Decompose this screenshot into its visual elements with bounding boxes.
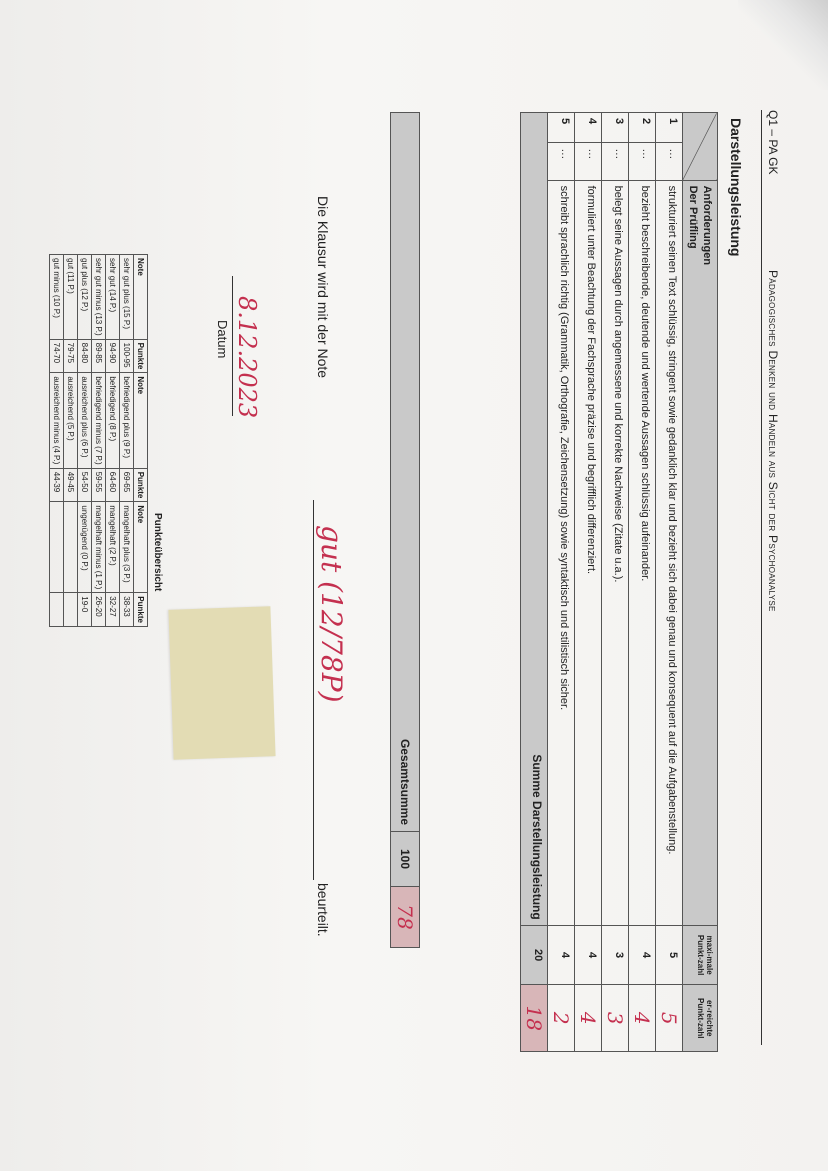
date-line <box>232 276 233 416</box>
grade-cell: 64-60 <box>106 468 120 502</box>
sum-achieved: 18 <box>521 985 548 1052</box>
grade-cell: gut (11 P.) <box>64 255 78 340</box>
total-max: 100 <box>391 832 420 887</box>
header-requirements-cell <box>683 180 718 925</box>
row-text: belegt seine Aussagen durch angemessene und korrekte Nachweise (Zitate u.a.). <box>602 180 629 925</box>
grade-cell: mangelhaft minus (1 P.) <box>92 502 106 593</box>
header-diagonal-cell <box>683 113 718 181</box>
grade-cell: mangelhaft (2 P.) <box>106 502 120 593</box>
header-achieved-points: er-reichte Punkt-zahl <box>683 985 718 1052</box>
table-row <box>548 113 575 1052</box>
grade-cell: 19-0 <box>78 593 92 627</box>
header-requirements: Anforderungen <box>701 185 713 266</box>
header-candidate: Der Prüfling <box>687 185 699 249</box>
judgment-suffix: beurteilt. <box>315 883 331 937</box>
grade-cell: ausreichend plus (6 P.) <box>78 373 92 468</box>
grade-cell: sehr gut (14 P.) <box>106 255 120 340</box>
grade-cell: befriedigend plus (9 P.) <box>120 373 134 468</box>
date-handwritten: 8.12.2023 <box>233 296 261 419</box>
row-achieved-points: 2 <box>548 985 575 1052</box>
page-header <box>761 110 780 1045</box>
row-dots: … <box>548 143 575 180</box>
grade-cell: 79-75 <box>64 339 78 373</box>
grade-header: Punkte <box>134 593 148 627</box>
sum-max: 20 <box>521 925 548 985</box>
sum-label: Summe Darstellungsleistung <box>521 113 548 926</box>
grade-cell: 38-33 <box>120 593 134 627</box>
grade-cell: ausreichend minus (4 P.) <box>50 373 64 468</box>
grade-cell: sehr gut minus (13 P.) <box>92 255 106 340</box>
grade-header: Punkte <box>134 339 148 373</box>
header-max-points: maxi-male Punkt-zahl <box>683 925 718 985</box>
grade-line <box>313 500 314 880</box>
grade-row <box>78 255 92 627</box>
grade-row <box>120 255 134 627</box>
total-table <box>390 112 420 948</box>
row-text: strukturiert seinen Text schlüssig, stringent sowie gedanklich klar und bezieht sich dabei genau und konsequent auf die Aufgabenstellung. <box>656 180 683 925</box>
row-achieved-points: 4 <box>575 985 602 1052</box>
date-label: Datum <box>215 320 230 359</box>
row-max-points: 4 <box>575 925 602 985</box>
judgment-prefix: Die Klausur wird mit der Note <box>315 196 331 379</box>
grade-cell: 54-50 <box>78 468 92 502</box>
grade-cell: 84-80 <box>78 339 92 373</box>
row-max-points: 3 <box>602 925 629 985</box>
row-dots: … <box>575 143 602 180</box>
grade-cell: ungenügend (0 P.) <box>78 502 92 593</box>
grade-cell: 100-95 <box>120 339 134 373</box>
grade-cell: befriedigend minus (7 P.) <box>92 373 106 468</box>
grade-cell <box>64 502 78 593</box>
grade-cell: 69-65 <box>120 468 134 502</box>
grade-header: Punkte <box>134 468 148 502</box>
grade-cell: 26-20 <box>92 593 106 627</box>
table-row <box>575 113 602 1052</box>
grade-cell: 94-90 <box>106 339 120 373</box>
grade-header: Note <box>134 255 148 340</box>
grade-cell: 89-85 <box>92 339 106 373</box>
section-title: Darstellungsleistung <box>728 118 744 257</box>
grade-row <box>50 255 64 627</box>
overview-title: Punkteübersicht <box>152 513 163 592</box>
grade-overview-table <box>49 254 148 627</box>
table-row <box>629 113 656 1052</box>
grade-handwritten: gut (12/78P) <box>315 525 348 703</box>
grade-cell: 59-55 <box>92 468 106 502</box>
grade-cell: 44-39 <box>50 468 64 502</box>
grade-cell: ausreichend (5 P.) <box>64 373 78 468</box>
sticky-note <box>168 606 275 759</box>
grade-row <box>106 255 120 627</box>
row-text: formuliert unter Beachtung der Fachsprache präzise und begrifflich differenziert. <box>575 180 602 925</box>
row-number: 1 <box>656 113 683 143</box>
row-dots: … <box>656 143 683 180</box>
grade-cell: mangelhaft plus (3 P.) <box>120 502 134 593</box>
total-row <box>391 113 420 948</box>
sum-row <box>521 113 548 1052</box>
total-achieved: 78 <box>391 887 420 948</box>
total-label: Gesamtsumme <box>391 113 420 832</box>
grade-cell: 49-45 <box>64 468 78 502</box>
table-row <box>602 113 629 1052</box>
grade-cell: gut plus (12 P.) <box>78 255 92 340</box>
grade-row <box>64 255 78 627</box>
grade-cell: 74-70 <box>50 339 64 373</box>
grade-cell: befriedigend (8 P.) <box>106 373 120 468</box>
row-number: 3 <box>602 113 629 143</box>
row-number: 4 <box>575 113 602 143</box>
table-header-row <box>683 113 718 1052</box>
row-max-points: 4 <box>629 925 656 985</box>
row-achieved-points: 5 <box>656 985 683 1052</box>
grade-cell: sehr gut plus (15 P.) <box>120 255 134 340</box>
grade-cell: 32-27 <box>106 593 120 627</box>
grade-header: Note <box>134 502 148 593</box>
grade-header-row <box>134 255 148 627</box>
row-achieved-points: 3 <box>602 985 629 1052</box>
grade-cell <box>64 593 78 627</box>
row-max-points: 5 <box>656 925 683 985</box>
row-number: 5 <box>548 113 575 143</box>
row-number: 2 <box>629 113 656 143</box>
row-dots: … <box>629 143 656 180</box>
row-text: bezieht beschreibende, deutende und wertende Aussagen schlüssig aufeinander. <box>629 180 656 925</box>
requirements-table <box>520 112 718 1052</box>
row-text: schreibt sprachlich richtig (Grammatik, Orthografie, Zeichensetzung) sowie syntaktisch und stilistisch sicher. <box>548 180 575 925</box>
grade-cell <box>50 502 64 593</box>
table-row <box>656 113 683 1052</box>
row-max-points: 4 <box>548 925 575 985</box>
grade-row <box>92 255 106 627</box>
grade-cell: gut minus (10 P.) <box>50 255 64 340</box>
subject-title: Pädagogisches Denken und Handeln aus Sicht der Psychoanalyse <box>766 270 780 612</box>
row-dots: … <box>602 143 629 180</box>
subject-code: Q1 – PA GK <box>766 110 780 175</box>
grade-cell <box>50 593 64 627</box>
grade-header: Note <box>134 373 148 468</box>
row-achieved-points: 4 <box>629 985 656 1052</box>
